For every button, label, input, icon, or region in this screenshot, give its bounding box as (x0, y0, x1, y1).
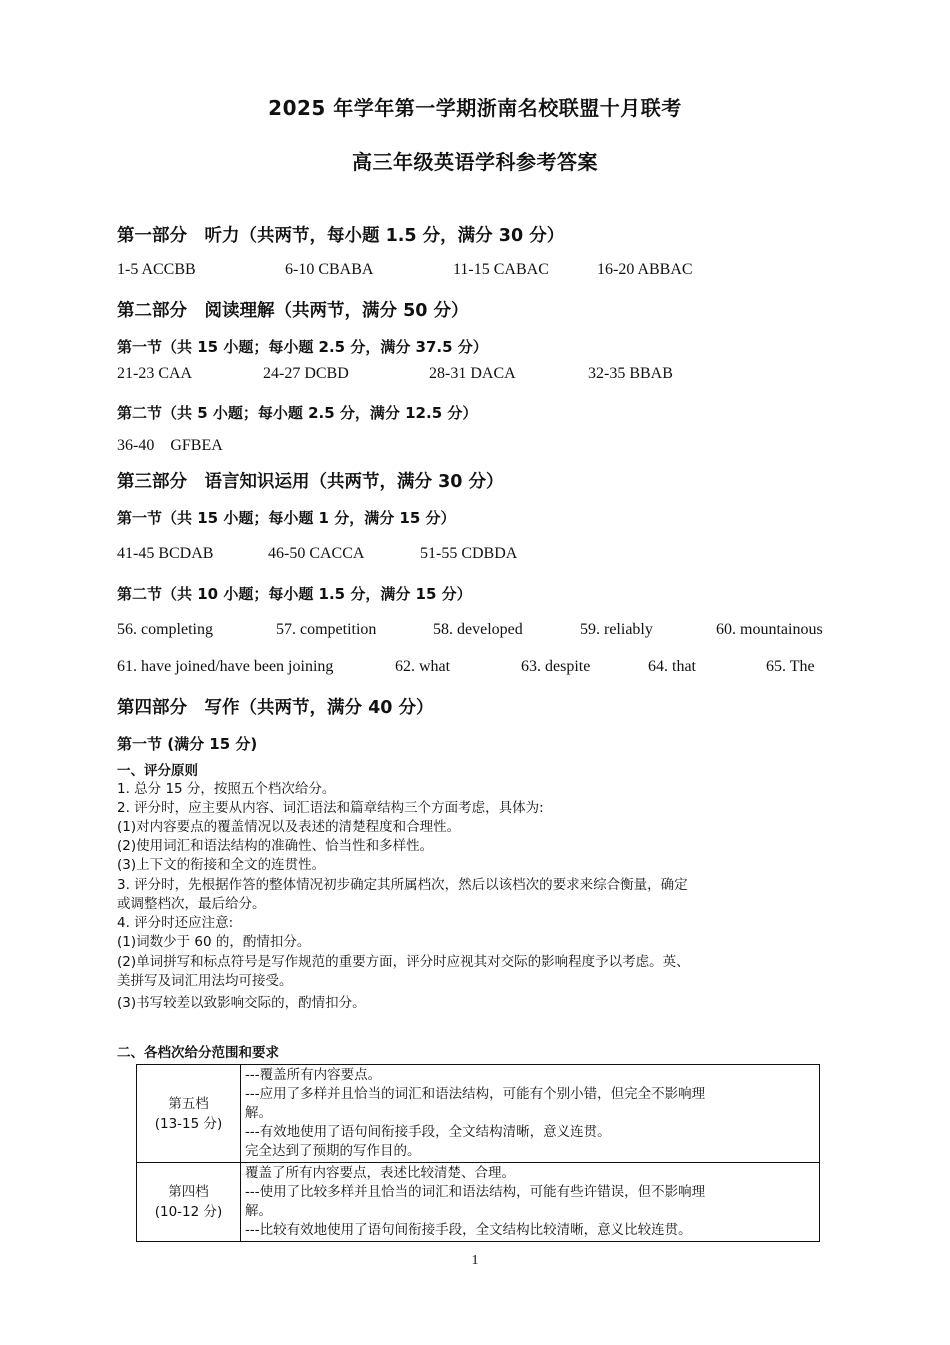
part4-heading: 第四部分 写作（共两节，满分 40 分） (117, 698, 434, 718)
answer-group: 21-23 CAA (117, 365, 193, 382)
answer-item: 59. reliably (580, 621, 653, 638)
page-title: 2025 年学年第一学期浙南名校联盟十月联考 (268, 96, 682, 120)
answer-group: 16-20 ABBAC (597, 261, 693, 278)
part4-section1-heading: 第一节 (满分 15 分) (117, 735, 258, 753)
level-cell (137, 1163, 241, 1242)
answer-item: 57. competition (276, 621, 377, 638)
principle-line: (2)单词拼写和标点符号是写作规范的重要方面，评分时应视其对交际的影响程度予以考虑。英、 (117, 954, 690, 970)
answer-group: 11-15 CABAC (453, 261, 549, 278)
requirement-line: ---覆盖所有内容要点。 (245, 1067, 382, 1083)
requirement-line: ---应用了多样并且恰当的词汇和语法结构，可能有个别小错，但完全不影响理 (245, 1086, 706, 1102)
principle-line: (1)对内容要点的覆盖情况以及表述的清楚程度和合理性。 (117, 819, 461, 835)
level-range: (13-15 分) (154, 1115, 223, 1132)
part3-section2-answer-row1 (0, 621, 950, 641)
answer-item: 58. developed (433, 621, 523, 638)
level-name: 第五档 (168, 1095, 209, 1112)
part2-heading: 第二部分 阅读理解（共两节，满分 50 分） (117, 301, 469, 321)
level-cell (137, 1065, 241, 1163)
level-range: (10-12 分) (154, 1204, 223, 1220)
principle-line: (3)书写较差以致影响交际的，酌情扣分。 (117, 995, 366, 1011)
part2-section1-answer-row (0, 365, 950, 385)
answer-group: 24-27 DCBD (263, 365, 349, 382)
principles-heading: 一、评分原则 (117, 763, 198, 779)
answer-item: 60. mountainous (716, 621, 823, 638)
part2-section2-answer-row (0, 432, 950, 452)
answer-item: 64. that (648, 658, 696, 675)
table-row (137, 1163, 820, 1242)
part3-section1-heading: 第一节（共 15 小题；每小题 1 分，满分 15 分） (117, 509, 456, 527)
table-row (137, 1065, 820, 1163)
principle-line: 4. 评分时还应注意: (117, 915, 234, 931)
answer-item: 62. what (395, 658, 451, 675)
answer-group: 46-50 CACCA (268, 545, 365, 562)
part2-section2-heading: 第二节（共 5 小题；每小题 2.5 分，满分 12.5 分） (117, 404, 478, 422)
principle-line: (1)词数少于 60 的，酌情扣分。 (117, 934, 311, 950)
part1-answer-row (0, 261, 950, 281)
requirement-line: ---使用了比较多样并且恰当的词汇和语法结构，可能有些许错误，但不影响理 (245, 1184, 706, 1200)
answer-group: 1-5 ACCBB (117, 261, 196, 278)
part3-section2-heading: 第二节（共 10 小题；每小题 1.5 分，满分 15 分） (117, 585, 472, 603)
requirement-line: 解。 (245, 1203, 272, 1219)
requirement-line: 解。 (245, 1105, 272, 1121)
part3-heading: 第三部分 语言知识运用（共两节，满分 30 分） (117, 472, 504, 492)
principle-line: 或调整档次，最后给分。 (117, 896, 266, 912)
requirement-line: ---比较有效地使用了语句间衔接手段，全文结构比较清晰，意义比较连贯。 (245, 1222, 692, 1238)
principle-line: 2. 评分时，应主要从内容、词汇语法和篇章结构三个方面考虑，具体为: (117, 800, 544, 816)
part3-section1-answer-row (0, 545, 950, 565)
level-name: 第四档 (168, 1184, 209, 1200)
level-requirements (241, 1163, 820, 1242)
answer-item: 65. The (766, 658, 815, 675)
grading-levels-table (136, 1064, 820, 1242)
answer-item: 56. completing (117, 621, 213, 638)
part3-section2-answer-row2 (0, 658, 950, 678)
answer-group: 32-35 BBAB (588, 365, 673, 382)
requirement-line: ---有效地使用了语句间衔接手段，全文结构清晰，意义连贯。 (245, 1124, 611, 1140)
principle-line: 美拼写及词汇用法均可接受。 (117, 973, 293, 989)
part2-section1-heading: 第一节（共 15 小题；每小题 2.5 分，满分 37.5 分） (117, 338, 488, 356)
principle-line: 1. 总分 15 分，按照五个档次给分。 (117, 781, 336, 797)
page-subtitle: 高三年级英语学科参考答案 (352, 150, 598, 174)
answer-group: 51-55 CDBDA (420, 545, 518, 562)
principle-line: (3)上下文的衔接和全文的连贯性。 (117, 857, 326, 873)
requirement-line: 完全达到了预期的写作目的。 (245, 1143, 421, 1159)
part1-heading: 第一部分 听力（共两节，每小题 1.5 分，满分 30 分） (117, 226, 565, 246)
answer-group: 6-10 CBABA (285, 261, 374, 278)
answer-item: 61. have joined/have been joining (117, 658, 334, 675)
page-number: 1 (471, 1253, 479, 1268)
requirement-line: 覆盖了所有内容要点，表述比较清楚、合理。 (245, 1165, 515, 1181)
levels-heading: 二、各档次给分范围和要求 (117, 1045, 279, 1061)
answer-item: 63. despite (521, 658, 591, 675)
answer-group: 36-40 GFBEA (117, 437, 223, 454)
principle-line: (2)使用词汇和语法结构的准确性、恰当性和多样性。 (117, 838, 434, 854)
level-requirements (241, 1065, 820, 1163)
answer-group: 41-45 BCDAB (117, 545, 214, 562)
principle-line: 3. 评分时，先根据作答的整体情况初步确定其所属档次，然后以该档次的要求来综合衡量，确定 (117, 877, 688, 893)
answer-group: 28-31 DACA (429, 365, 516, 382)
